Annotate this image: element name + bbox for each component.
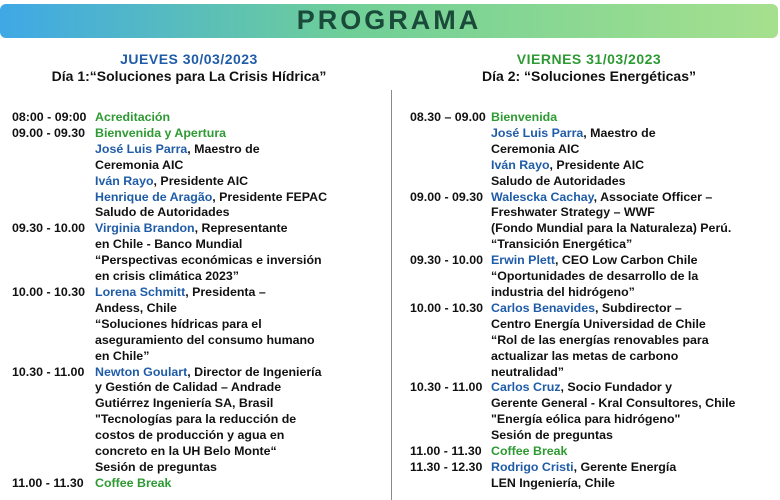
day2-subtitle: Día 2: “Soluciones Energéticas” [482,68,696,84]
schedule-line [12,301,387,317]
schedule-line [12,460,387,476]
session-title: Coffee Break [95,475,172,490]
session-detail: Ceremonia AIC [95,157,184,172]
time-slot: 11.00 - 11.30 [410,444,482,459]
day1-header [0,51,378,85]
session-detail: Sesión de preguntas [491,428,613,443]
schedule-entry [410,190,775,206]
session-title: Acreditación [95,110,171,124]
session-detail: , Subdirector – [595,300,682,315]
session-detail: Ceremonia AIC [491,141,580,156]
time-slot: 09.00 - 09.30 [410,189,484,204]
schedule-line [410,285,775,301]
session-detail: , Maestro de [187,141,260,156]
session-detail: , CEO Low Carbon Chile [555,253,698,268]
schedule-line [12,158,387,174]
speaker-name: José Luis Parra [491,125,584,140]
schedule-line [410,269,775,285]
column-divider [391,90,392,500]
time-slot: 11.00 - 11.30 [12,475,84,490]
session-detail: “Oportunidades de desarrollo de la [491,269,699,284]
session-detail: , Presidente AIC [549,157,645,172]
schedule-line [12,205,387,221]
schedule-line [12,412,387,428]
day2-schedule [410,110,775,492]
schedule-entry [12,221,387,237]
speaker-name: Carlos Benavides [491,300,595,315]
session-detail: industria del hidrógeno” [491,284,635,299]
schedule-entry [12,110,387,126]
schedule-entry [12,126,387,142]
session-detail: “Transición Energética” [491,237,633,252]
schedule-line [410,412,775,428]
schedule-line [12,237,387,253]
schedule-line [410,126,775,142]
speaker-name: Carlos Cruz [491,380,561,395]
schedule-line [12,444,387,460]
time-slot: 10.30 - 11.00 [12,364,85,379]
day1-subtitle: Día 1:“Soluciones para La Crisis Hídrica” [51,68,327,84]
time-slot: 11.30 - 12.30 [410,459,483,474]
speaker-name: Henrique de Aragão [95,189,213,204]
session-detail: Saludo de Autoridades [491,173,626,188]
schedule-line [12,396,387,412]
session-detail: (Fondo Mundial para la Naturaleza) Perú. [491,221,732,236]
speaker-name: Iván Rayo [95,173,154,188]
session-detail: “Rol de las energías renovables para [491,332,709,347]
session-detail: , Presidente FEPAC [212,189,328,204]
session-detail: , Maestro de [583,125,656,140]
time-slot: 10.00 - 10.30 [410,300,484,315]
time-slot: 09.00 - 09.30 [12,125,86,140]
session-detail: concreto en la UH Belo Monte“ [95,444,277,459]
schedule-line [12,428,387,444]
session-detail: , Socio Fundador y [560,380,673,395]
schedule-entry [410,110,775,126]
schedule-line [410,142,775,158]
session-title: Bienvenida [491,110,558,124]
schedule-line [410,396,775,412]
speaker-name: José Luis Parra [95,141,188,156]
schedule-line [410,158,775,174]
session-title: Coffee Break [491,444,568,459]
schedule-line [12,333,387,349]
session-detail: , Director de Ingeniería [187,364,322,379]
session-detail: Gerente General - Kral Consultores, Chile [491,396,736,411]
speaker-name: Newton Goulart [95,364,188,379]
session-detail: en crisis climática 2023” [95,269,239,284]
day2-date: VIERNES 31/03/2023 [516,51,662,67]
session-detail: , Associate Officer – [593,189,713,204]
session-detail: “Soluciones hídricas para el [95,316,262,331]
time-slot: 10.30 - 11.00 [410,380,483,395]
schedule-line [12,380,387,396]
schedule-entry [410,301,775,317]
schedule-line [410,237,775,253]
schedule-line [410,317,775,333]
schedule-entry [410,460,775,476]
time-slot: 08.30 – 09.00 [410,110,486,124]
speaker-name: Walescka Cachay [491,189,594,204]
day2-header [398,51,780,85]
schedule-entry [410,253,775,269]
session-detail: Freshwater Strategy – WWF [491,205,655,220]
schedule-line [12,174,387,190]
session-detail: en Chile” [95,348,150,363]
session-detail: Centro Energía Universidad de Chile [491,316,706,331]
schedule-entry [12,476,387,492]
day1-schedule [12,110,387,492]
session-detail: costos de producción y agua en [95,428,285,443]
session-detail: aseguramiento del consumo humano [95,332,315,347]
schedule-entry [410,444,775,460]
session-detail: , Presidente AIC [153,173,249,188]
session-detail: Sesión de preguntas [95,459,217,474]
speaker-name: Iván Rayo [491,157,550,172]
schedule-line [410,428,775,444]
schedule-line [410,221,775,237]
schedule-line [12,349,387,365]
session-detail: “Perspectivas económicas e inversión [95,253,322,268]
schedule-line [410,205,775,221]
session-detail: , Presidenta – [185,284,266,299]
session-detail: "Energía eólica para hidrógeno" [491,412,681,427]
schedule-line [12,317,387,333]
session-title: Bienvenida y Apertura [95,125,227,140]
session-detail: Gutiérrez Ingeniería SA, Brasil [95,396,274,411]
session-detail: actualizar las metas de carbono [491,348,679,363]
schedule-line [410,333,775,349]
page-title: PROGRAMA [296,5,482,35]
speaker-name: Virginia Brandon [95,221,195,236]
session-detail: Saludo de Autoridades [95,205,230,220]
session-detail: , Representante [194,221,288,236]
time-slot: 09.30 - 10.00 [410,253,484,268]
session-detail: en Chile - Banco Mundial [95,237,243,252]
time-slot: 09.30 - 10.00 [12,221,86,236]
session-detail: Andess, Chile [95,300,177,315]
session-detail: y Gestión de Calidad – Andrade [95,380,282,395]
schedule-line [410,365,775,381]
schedule-entry [410,380,775,396]
schedule-entry [12,365,387,381]
schedule-line [12,269,387,285]
session-detail: neutralidad” [491,364,564,379]
schedule-line [12,253,387,269]
schedule-line [12,190,387,206]
schedule-line [12,142,387,158]
speaker-name: Lorena Schmitt [95,284,186,299]
schedule-line [410,174,775,190]
speaker-name: Rodrigo Cristi [491,459,574,474]
schedule-entry [12,285,387,301]
session-detail: , Gerente Energía [573,459,677,474]
speaker-name: Erwin Plett [491,253,556,268]
session-detail: LEN Ingeniería, Chile [491,475,615,490]
day1-date: JUEVES 30/03/2023 [120,51,258,67]
time-slot: 08:00 - 09:00 [12,110,87,124]
time-slot: 10.00 - 10.30 [12,284,86,299]
schedule-line [410,349,775,365]
schedule-line [410,476,775,492]
session-detail: "Tecnologías para la reducción de [95,412,297,427]
